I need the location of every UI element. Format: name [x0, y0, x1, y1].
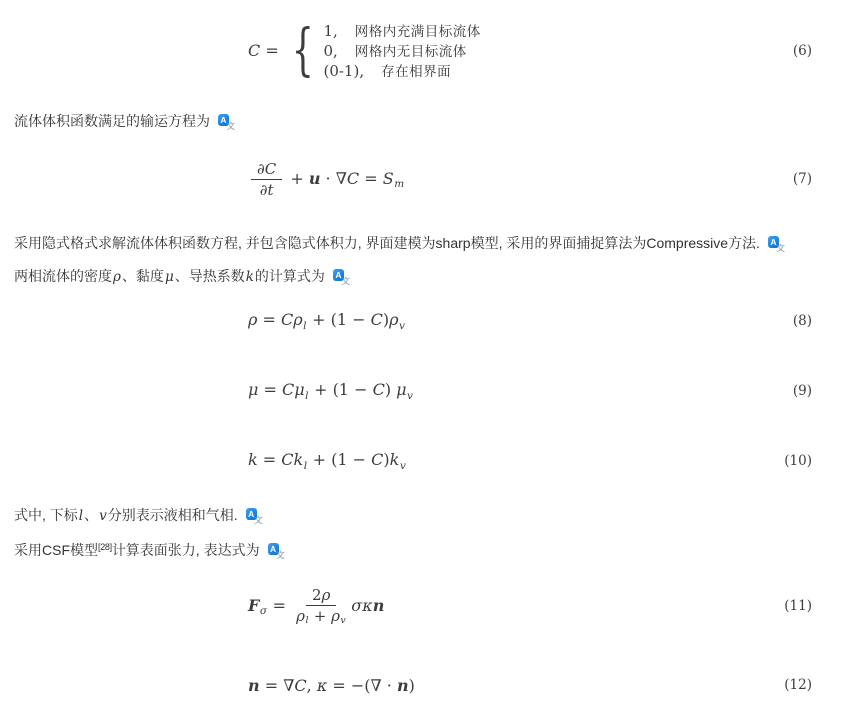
math-token: μ [396, 380, 407, 400]
math-token: μ [248, 380, 259, 400]
math-token: ) [384, 380, 397, 400]
cases-group [284, 18, 481, 83]
paragraph-5-text [14, 542, 260, 558]
math-token: = [257, 310, 281, 330]
translate-icon-glyph: 文 [776, 242, 785, 253]
math-token: ) [383, 450, 390, 470]
text-segment: 的计算式为 [254, 268, 325, 284]
paragraph-4-text [14, 507, 238, 523]
math-token: C [370, 310, 383, 330]
math-token: v [340, 615, 346, 627]
math-token: C [371, 450, 384, 470]
math-token: = [257, 450, 282, 470]
equation-7-number: (7) [792, 171, 812, 187]
math-token: = [258, 380, 282, 400]
equation-6-content [248, 18, 481, 83]
math-token: · [381, 675, 397, 695]
math-token: σ [259, 604, 268, 617]
equation-10-content [248, 450, 406, 472]
math-token: l [305, 615, 309, 627]
text-segment: 、黏度 [121, 268, 164, 284]
math-token: ∇ [335, 168, 347, 188]
case-label: 网格内充满目标流体 [354, 23, 481, 39]
math-token: = [267, 595, 292, 615]
paragraph-3-text [14, 268, 325, 284]
math-token: ρ [296, 606, 305, 625]
math-token: ∂C [257, 159, 277, 178]
math-token: S [382, 168, 394, 188]
math-token: k [248, 450, 258, 470]
math-token: + (1 − [308, 380, 373, 400]
paragraph-2-text [14, 235, 760, 251]
math-token: v [399, 459, 406, 472]
fraction-numerator [251, 160, 282, 180]
translate-icon-letter: A [768, 236, 779, 248]
text-segment: k [245, 269, 254, 285]
equation-7-content [248, 160, 405, 199]
translate-icon-glyph: 文 [226, 120, 235, 131]
math-token: l [305, 389, 309, 402]
math-token: F [248, 595, 260, 615]
math-token: ρ [389, 310, 399, 330]
text-segment: [28] [98, 542, 112, 552]
case-label: 网格内无目标流体 [354, 43, 467, 59]
fraction [294, 586, 348, 627]
text-segment: 式中, 下标 [14, 507, 78, 523]
math-token: C [248, 40, 261, 60]
translate-icon-glyph: 文 [254, 514, 263, 525]
paragraph-2 [14, 235, 785, 252]
translate-icon[interactable] [218, 114, 235, 129]
case-label: 存在相界面 [381, 63, 452, 79]
math-token: , [306, 675, 317, 695]
math-token: C [346, 168, 360, 188]
math-token: l [303, 319, 307, 332]
equation-6-number: (6) [792, 43, 812, 59]
text-segment: 分别表示液相和气相. [107, 507, 238, 523]
paragraph-5 [14, 539, 285, 559]
math-token: κ [316, 675, 328, 695]
equation-8-number: (8) [792, 313, 812, 329]
text-segment: 、导热系数 [174, 268, 245, 284]
math-token: ∇ [370, 675, 382, 695]
math-token: + [285, 168, 309, 188]
translate-icon-letter: A [268, 543, 279, 555]
case-row [323, 62, 480, 81]
equation-9 [248, 380, 812, 402]
math-token: u [308, 168, 321, 188]
math-token: Ck [281, 450, 304, 470]
equation-11 [248, 583, 812, 629]
math-token: v [407, 389, 413, 402]
translate-icon[interactable] [333, 269, 350, 284]
math-token: v [398, 319, 405, 332]
case-value: 0, [323, 41, 338, 60]
equation-6 [248, 14, 812, 88]
paragraph-3 [14, 268, 350, 286]
equation-9-content [248, 380, 413, 402]
text-segment: 、 [84, 507, 99, 523]
case-value: (0-1), [323, 61, 365, 80]
fraction-numerator [306, 586, 336, 606]
equation-8 [248, 310, 812, 332]
cases-column [323, 22, 480, 81]
translate-icon[interactable] [768, 236, 785, 251]
math-token: + (1 − [307, 310, 371, 330]
equation-11-content [248, 586, 384, 627]
math-token: = [260, 40, 284, 60]
math-token: σκ [351, 595, 373, 615]
case-row [323, 22, 480, 41]
equation-12 [248, 674, 812, 696]
math-token: ∇ [283, 675, 295, 695]
translate-icon[interactable] [246, 508, 263, 523]
paragraph-4 [14, 507, 263, 525]
text-segment: v [99, 508, 107, 524]
math-token: = [359, 168, 383, 188]
fraction-denominator [258, 180, 276, 199]
math-token: ρ [248, 310, 258, 330]
case-row [323, 42, 480, 61]
math-token: ∂t [259, 180, 274, 199]
math-token: Cμ [281, 380, 305, 400]
translate-icon-letter: A [246, 508, 257, 520]
paragraph-1-text [14, 113, 210, 129]
text-segment: 两相流体的密度 [14, 268, 112, 284]
cases-brace: { [291, 18, 314, 83]
math-token: l [303, 459, 308, 472]
equation-8-content [248, 310, 405, 332]
equation-12-number: (12) [784, 677, 812, 693]
equation-12-content [248, 676, 415, 695]
text-segment: l [78, 508, 84, 524]
translate-icon-letter: A [218, 114, 229, 126]
math-token: k [389, 450, 400, 470]
equation-9-number: (9) [792, 383, 812, 399]
translate-icon[interactable] [268, 543, 285, 558]
math-token: · [320, 168, 336, 188]
text-segment: 计算表面张力, 表达式为 [111, 542, 260, 558]
math-token: ) [382, 310, 390, 330]
text-segment: 流体体积函数满足的输运方程为 [14, 113, 210, 129]
equation-7 [248, 157, 812, 201]
math-token: ) [408, 675, 415, 695]
translate-icon-glyph: 文 [276, 549, 285, 560]
text-segment: 采用CSF模型 [14, 542, 98, 558]
math-token: Cρ [280, 310, 303, 330]
math-token: + (1 − [307, 450, 372, 470]
math-token: n [396, 675, 409, 695]
math-token: C [294, 675, 307, 695]
text-segment: μ [164, 269, 174, 285]
math-token: m [394, 178, 405, 190]
equation-10-number: (10) [784, 453, 812, 469]
paragraph-1 [14, 113, 235, 130]
math-token: + [308, 606, 332, 625]
translate-icon-glyph: 文 [341, 275, 350, 286]
translate-icon-letter: A [333, 269, 344, 281]
math-token: = [259, 675, 284, 695]
math-token: = −( [327, 675, 371, 695]
math-token: n [248, 675, 260, 695]
equation-11-number: (11) [784, 598, 812, 614]
math-token: ρ [331, 606, 340, 625]
text-segment: ρ [113, 269, 121, 285]
math-token: n [372, 595, 385, 615]
fraction [251, 160, 282, 199]
text-segment: 采用隐式格式求解流体体积函数方程, 并包含隐式体积力, 界面建模为sharp模型, 采用的界面捕捉算法为Compressive方法. [14, 235, 760, 251]
case-value: 1, [323, 21, 338, 40]
equation-10 [248, 450, 812, 472]
math-token: ρ [321, 585, 331, 604]
math-token: 2 [312, 585, 322, 604]
math-token: C [372, 380, 385, 400]
fraction-denominator [294, 606, 348, 627]
